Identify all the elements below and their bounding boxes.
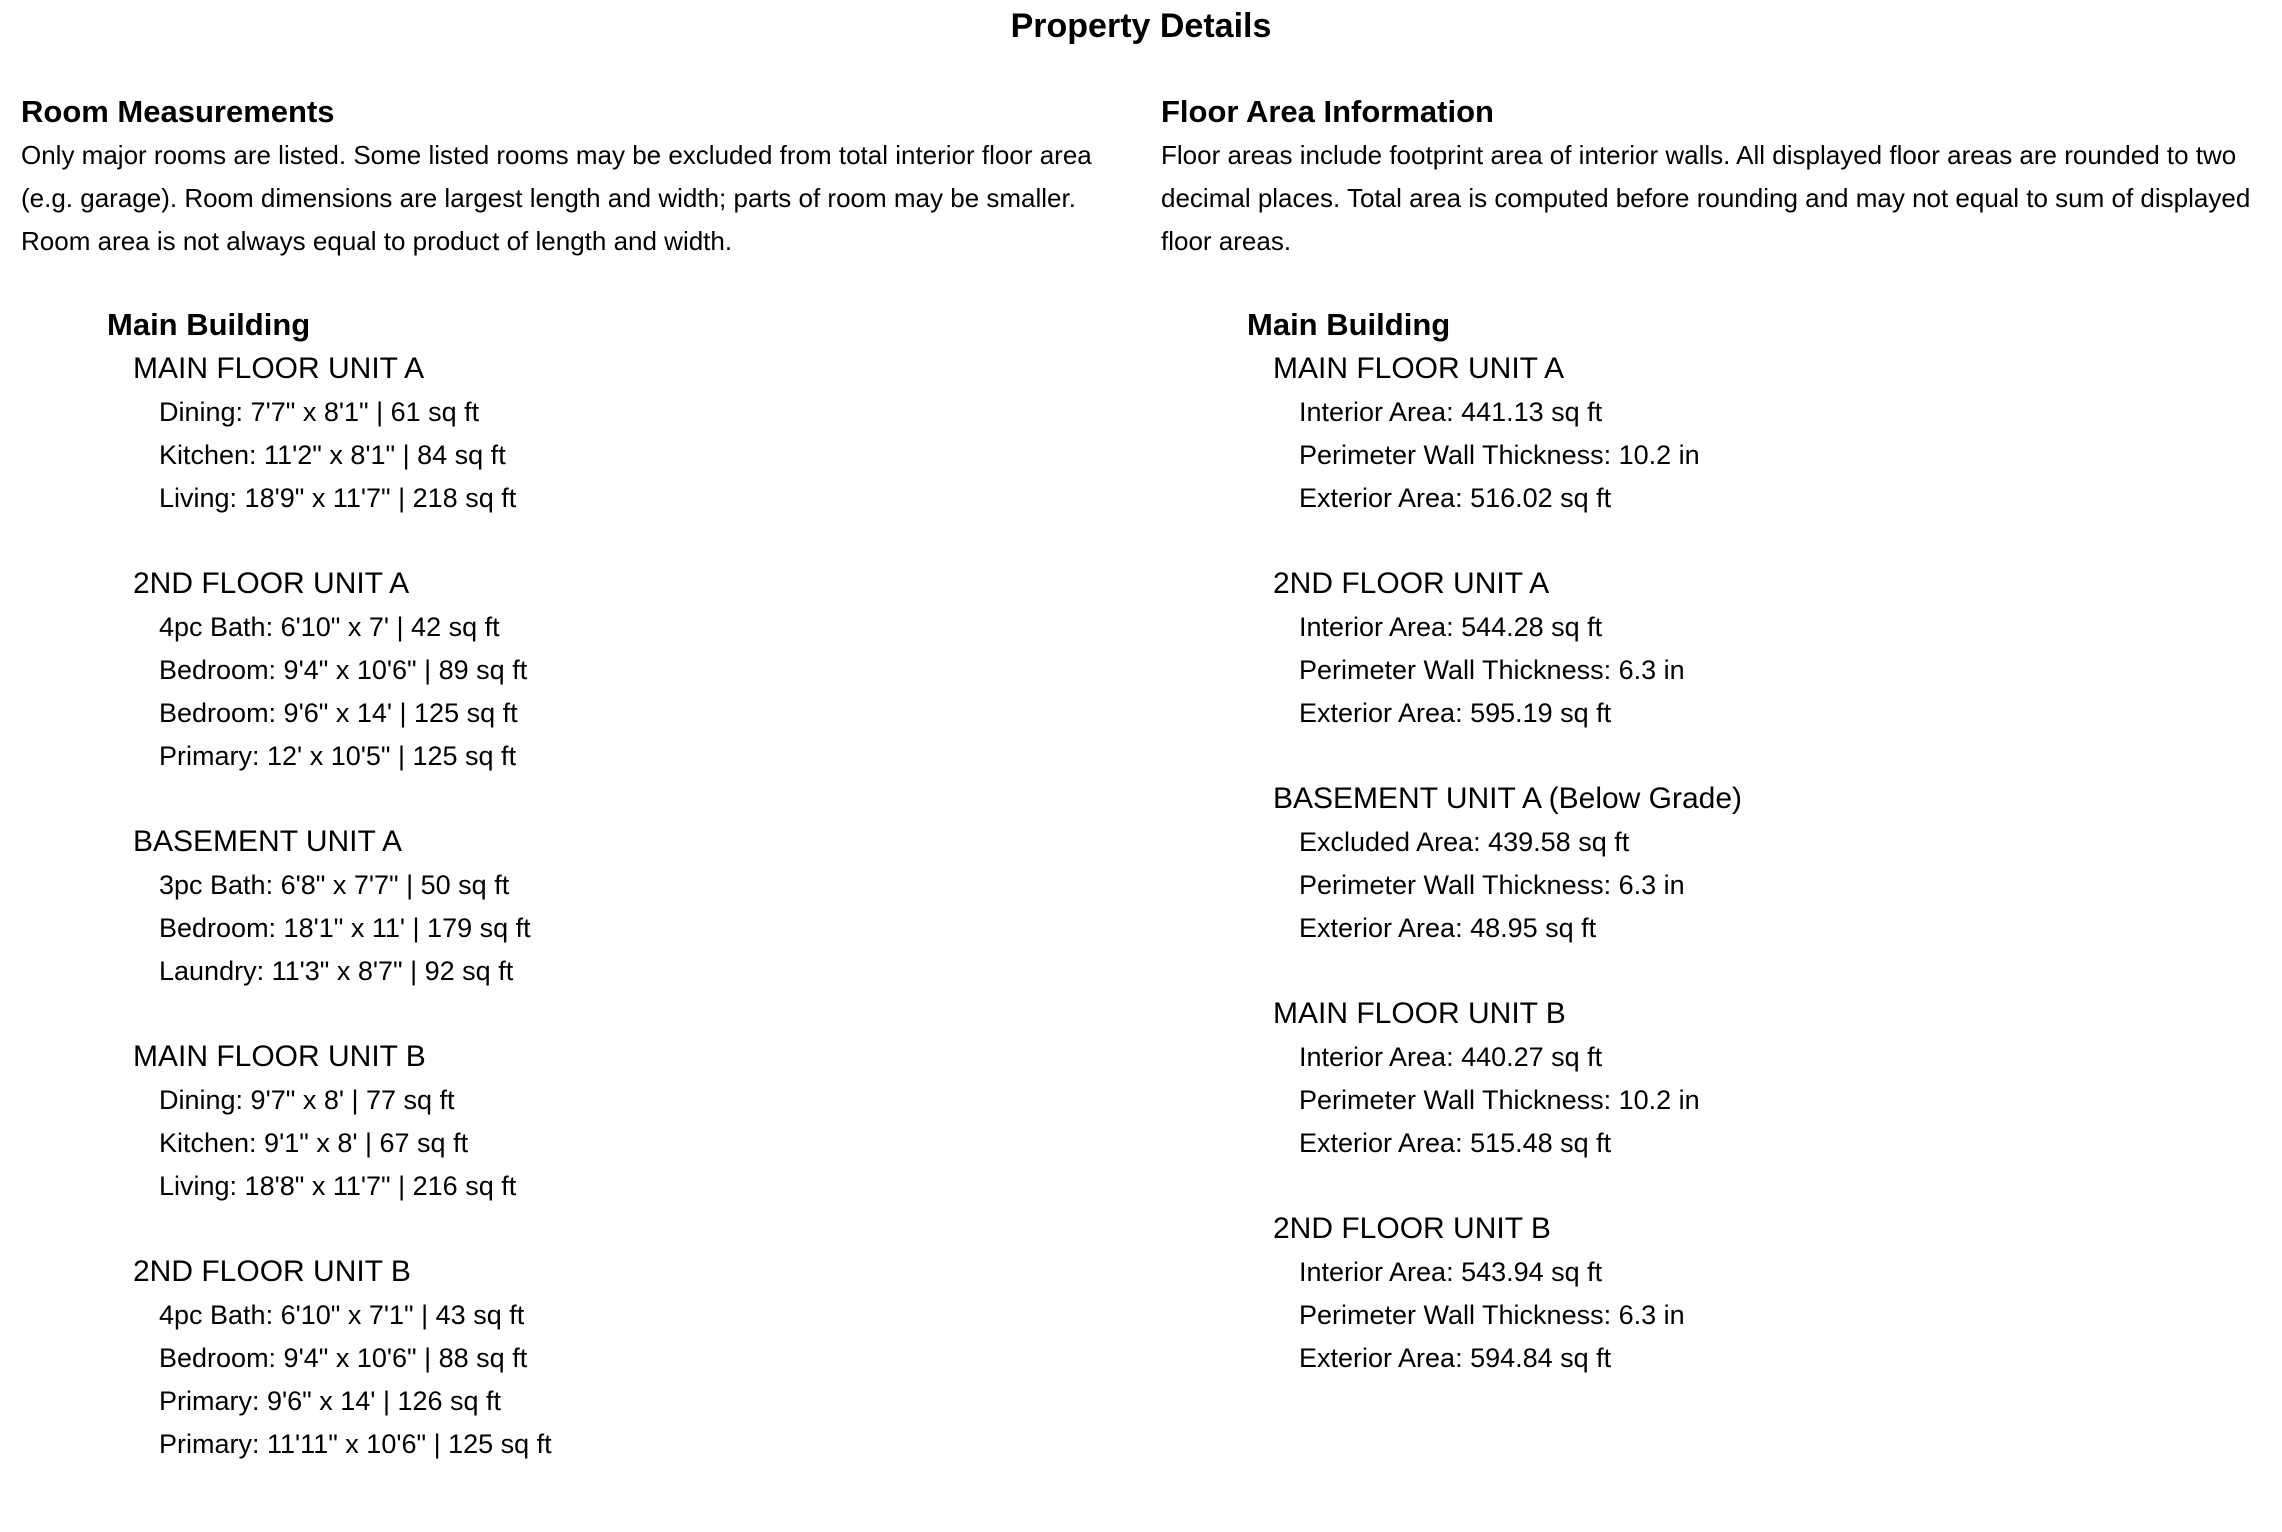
- floor-group: [1273, 777, 2261, 950]
- room-entry: 4pc Bath: 6'10" x 7'1" | 43 sq ft: [159, 1300, 525, 1330]
- floor-group: [1273, 1207, 2261, 1380]
- area-building-group: [1247, 303, 2261, 1380]
- floor-group: [133, 562, 1131, 778]
- room-entry: Kitchen: 11'2" x 8'1" | 84 sq ft: [159, 440, 506, 470]
- floor-title: BASEMENT UNIT A (Below Grade): [1273, 782, 1743, 815]
- area-entry: Interior Area: 440.27 sq ft: [1299, 1042, 1603, 1072]
- floor-title: 2ND FLOOR UNIT B: [133, 1255, 411, 1288]
- floor-group: [133, 1035, 1131, 1208]
- area-entry: Exterior Area: 516.02 sq ft: [1299, 483, 1612, 513]
- room-entry: 3pc Bath: 6'8" x 7'7" | 50 sq ft: [159, 870, 510, 900]
- building-title: Main Building: [107, 307, 311, 342]
- floor-area-section: [1161, 90, 2261, 1422]
- floor-title: BASEMENT UNIT A: [133, 825, 402, 858]
- room-entry: Kitchen: 9'1" x 8' | 67 sq ft: [159, 1128, 469, 1158]
- area-entry: Perimeter Wall Thickness: 6.3 in: [1299, 870, 1685, 900]
- floor-area-note-line: Floor areas include footprint area of interior walls. All displayed floor areas are rounded to two: [1161, 140, 2237, 170]
- floor-group: [1273, 562, 2261, 735]
- floor-title: 2ND FLOOR UNIT A: [1273, 567, 1550, 600]
- floor-title: MAIN FLOOR UNIT A: [133, 352, 425, 385]
- floor-group: [133, 1250, 1131, 1466]
- room-entry: Dining: 7'7" x 8'1" | 61 sq ft: [159, 397, 480, 427]
- room-entry: Living: 18'9" x 11'7" | 218 sq ft: [159, 483, 517, 513]
- floor-title: 2ND FLOOR UNIT B: [1273, 1212, 1551, 1245]
- area-entry: Perimeter Wall Thickness: 10.2 in: [1299, 440, 1700, 470]
- room-entry: 4pc Bath: 6'10" x 7' | 42 sq ft: [159, 612, 500, 642]
- floor-group: [1273, 992, 2261, 1165]
- room-building-group: [107, 303, 1131, 1466]
- room-measurements-note-line: Room area is not always equal to product of length and width.: [21, 226, 733, 256]
- room-entry: Dining: 9'7" x 8' | 77 sq ft: [159, 1085, 455, 1115]
- area-entry: Excluded Area: 439.58 sq ft: [1299, 827, 1630, 857]
- area-entry: Perimeter Wall Thickness: 6.3 in: [1299, 1300, 1685, 1330]
- room-entry: Laundry: 11'3" x 8'7" | 92 sq ft: [159, 956, 514, 986]
- room-entry: Living: 18'8" x 11'7" | 216 sq ft: [159, 1171, 517, 1201]
- room-entry: Primary: 11'11" x 10'6" | 125 sq ft: [159, 1429, 552, 1459]
- area-entry: Exterior Area: 48.95 sq ft: [1299, 913, 1597, 943]
- room-measurements-note-line: Only major rooms are listed. Some listed rooms may be excluded from total interior floor area: [21, 140, 1092, 170]
- floor-group: [133, 347, 1131, 520]
- area-entry: Interior Area: 441.13 sq ft: [1299, 397, 1603, 427]
- floor-group: [133, 820, 1131, 993]
- room-measurements-heading: Room Measurements: [21, 94, 335, 129]
- building-title: Main Building: [1247, 307, 1451, 342]
- floor-title: 2ND FLOOR UNIT A: [133, 567, 410, 600]
- floor-title: MAIN FLOOR UNIT A: [1273, 352, 1565, 385]
- floor-title: MAIN FLOOR UNIT B: [133, 1040, 426, 1073]
- room-measurements-section: [21, 90, 1131, 1508]
- area-entry: Perimeter Wall Thickness: 10.2 in: [1299, 1085, 1700, 1115]
- floor-area-note-line: floor areas.: [1161, 226, 1292, 256]
- floor-area-note-line: decimal places. Total area is computed before rounding and may not equal to sum of displayed: [1161, 183, 2251, 213]
- room-entry: Primary: 9'6" x 14' | 126 sq ft: [159, 1386, 502, 1416]
- room-entry: Bedroom: 9'4" x 10'6" | 89 sq ft: [159, 655, 528, 685]
- floor-area-heading: Floor Area Information: [1161, 94, 1494, 129]
- room-entry: Primary: 12' x 10'5" | 125 sq ft: [159, 741, 517, 771]
- page-title: Property Details: [1010, 7, 1272, 45]
- area-entry: Exterior Area: 515.48 sq ft: [1299, 1128, 1612, 1158]
- room-entry: Bedroom: 18'1" x 11' | 179 sq ft: [159, 913, 531, 943]
- floor-group: [1273, 347, 2261, 520]
- room-entry: Bedroom: 9'6" x 14' | 125 sq ft: [159, 698, 518, 728]
- area-entry: Exterior Area: 594.84 sq ft: [1299, 1343, 1612, 1373]
- room-entry: Bedroom: 9'4" x 10'6" | 88 sq ft: [159, 1343, 528, 1373]
- room-measurements-note-line: (e.g. garage). Room dimensions are largest length and width; parts of room may be smaller.: [21, 183, 1076, 213]
- area-entry: Exterior Area: 595.19 sq ft: [1299, 698, 1612, 728]
- area-entry: Interior Area: 544.28 sq ft: [1299, 612, 1603, 642]
- floor-title: MAIN FLOOR UNIT B: [1273, 997, 1566, 1030]
- area-entry: Interior Area: 543.94 sq ft: [1299, 1257, 1603, 1287]
- area-entry: Perimeter Wall Thickness: 6.3 in: [1299, 655, 1685, 685]
